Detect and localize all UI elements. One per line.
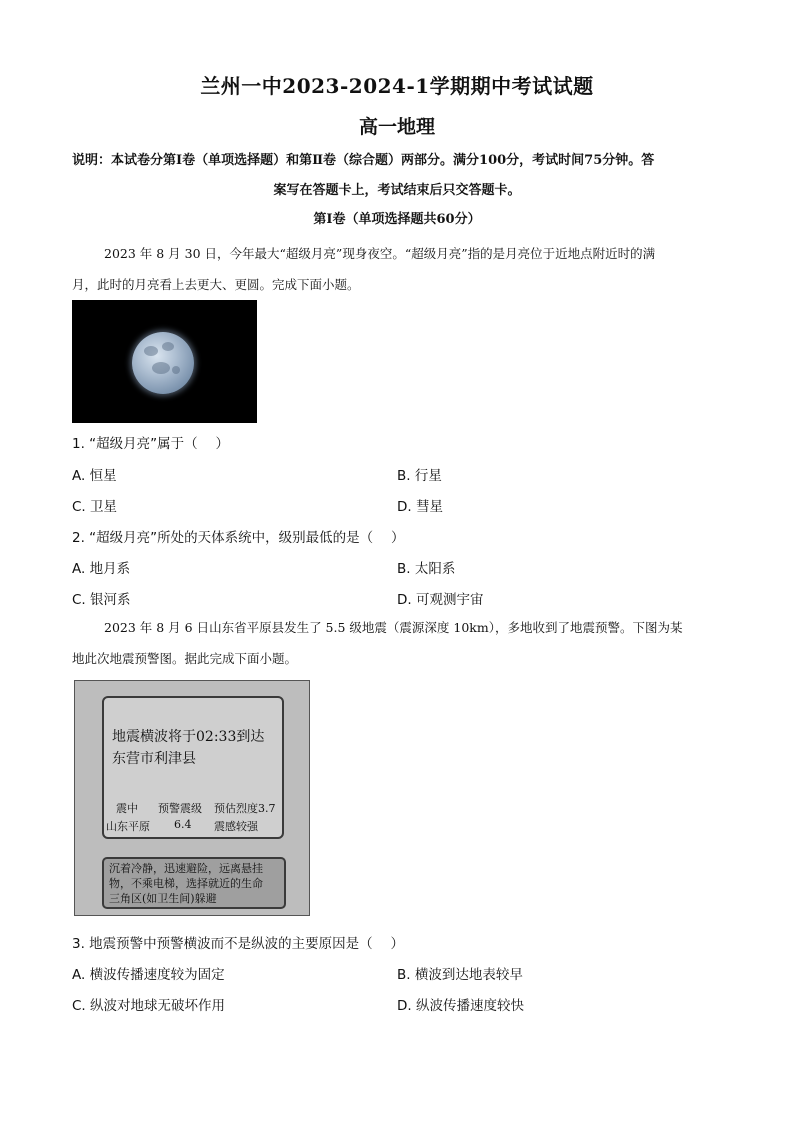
question-3-option-c[interactable]: C. 纵波对地球无破坏作用	[72, 998, 226, 1014]
tip-line-3: 三角区(如卫生间)躲避	[109, 892, 217, 905]
question-2-option-c[interactable]: C. 银河系	[72, 592, 131, 608]
question-2-option-d[interactable]: D. 可观测宇宙	[397, 592, 484, 608]
value-epicenter: 山东平原	[106, 820, 150, 833]
header-intensity: 预估烈度3.7	[214, 802, 276, 815]
moon-icon	[132, 332, 194, 394]
question-1-option-a[interactable]: A. 恒星	[72, 468, 117, 484]
passage-1-line-1: 2023 年 8 月 30 日，今年最大“超级月亮”现身夜空。“超级月亮”指的是月亮位于近地点附近时的满	[104, 246, 656, 261]
warning-main-line-1: 地震横波将于02:33到达	[112, 729, 265, 745]
question-2-option-b[interactable]: B. 太阳系	[397, 561, 456, 577]
value-intensity: 震感较强	[214, 820, 258, 833]
tip-line-1: 沉着冷静，迅速避险，远离悬挂	[109, 862, 263, 875]
safety-tip-box	[102, 857, 286, 909]
warning-screen	[102, 696, 284, 839]
header-epicenter: 震中	[116, 802, 138, 815]
question-1-option-b[interactable]: B. 行星	[397, 468, 442, 484]
question-2-option-a[interactable]: A. 地月系	[72, 561, 131, 577]
question-3-stem: 3. 地震预警中预警横波而不是纵波的主要原因是（ ）	[72, 936, 404, 952]
tip-line-2: 物，不乘电梯，选择就近的生命	[109, 877, 263, 890]
exam-title: 兰州一中2023-2024-1学期期中考试试题	[200, 74, 594, 98]
question-2-stem: 2. “超级月亮”所处的天体系统中，级别最低的是（ ）	[72, 530, 405, 546]
super-moon-image	[72, 300, 257, 423]
question-1-stem: 1. “超级月亮”属于（ ）	[72, 436, 229, 452]
value-magnitude: 6.4	[174, 818, 192, 831]
section-heading: 第Ⅰ卷（单项选择题共60分）	[313, 212, 481, 227]
instructions-line-2: 案写在答题卡上，考试结束后只交答题卡。	[273, 183, 521, 198]
question-3-option-d[interactable]: D. 纵波传播速度较快	[397, 998, 524, 1014]
earthquake-warning-figure	[74, 680, 310, 916]
passage-2-line-2: 地此次地震预警图。据此完成下面小题。	[72, 651, 298, 666]
passage-1-line-2: 月，此时的月亮看上去更大、更圆。完成下面小题。	[72, 277, 360, 292]
exam-subtitle: 高一地理	[358, 116, 435, 138]
question-1-option-d[interactable]: D. 彗星	[397, 499, 443, 515]
question-1-option-c[interactable]: C. 卫星	[72, 499, 118, 515]
question-3-option-b[interactable]: B. 横波到达地表较早	[397, 967, 523, 983]
warning-main-line-2: 东营市利津县	[112, 751, 196, 767]
question-3-option-a[interactable]: A. 横波传播速度较为固定	[72, 967, 225, 983]
header-magnitude: 预警震级	[158, 802, 202, 815]
instructions-line-1: 说明：本试卷分第Ⅰ卷（单项选择题）和第Ⅱ卷（综合题）两部分。满分100分，考试时间75分钟。答	[72, 153, 655, 168]
passage-2-line-1: 2023 年 8 月 6 日山东省平原县发生了 5.5 级地震（震源深度 10km），多地收到了地震预警。下图为某	[104, 620, 683, 635]
